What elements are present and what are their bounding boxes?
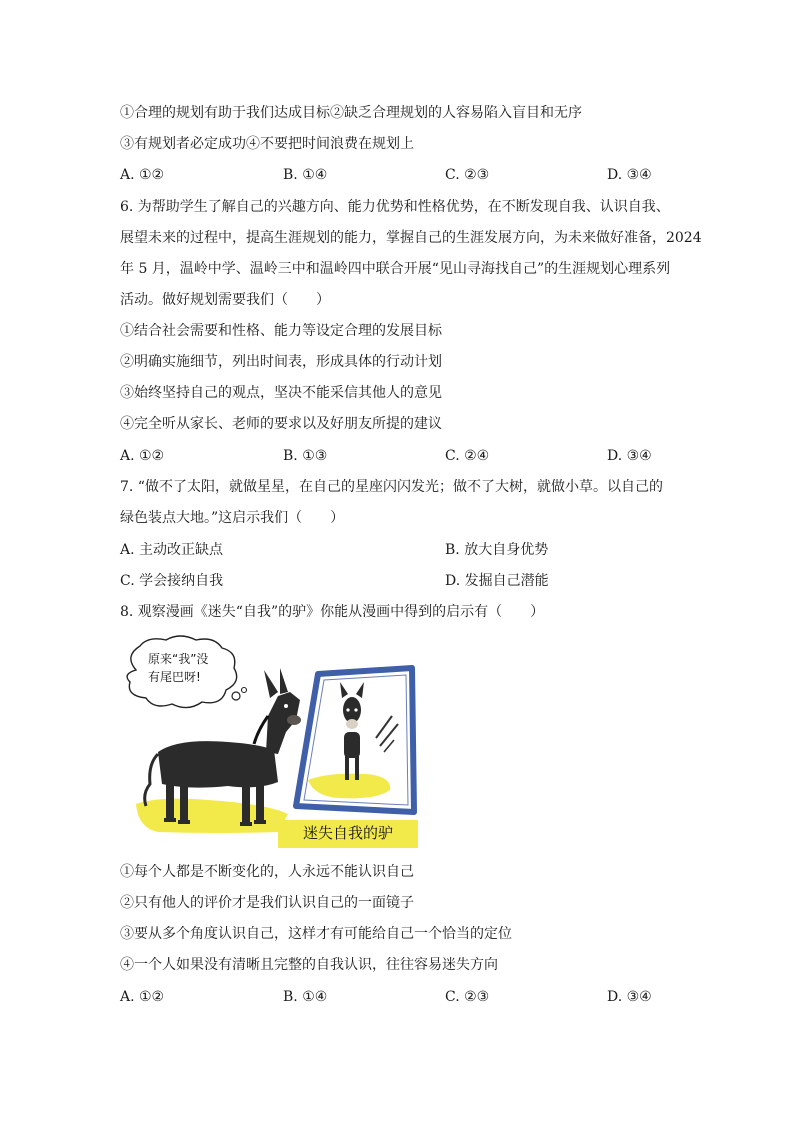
q8-statement-4: ④一个人如果没有清晰且完整的自我认识，往往容易迷失方向 xyxy=(120,957,498,973)
q5-option-c: C. ②③ xyxy=(445,167,490,183)
q6-statement-4: ④完全听从家长、老师的要求以及好朋友所提的建议 xyxy=(120,416,442,432)
q7-option-b: B. 放大自身优势 xyxy=(445,542,549,558)
q6-stem-line-1: 6. 为帮助学生了解自己的兴趣方向、能力优势和性格优势，在不断发现自我、认识自我、 xyxy=(120,199,670,215)
q5-statement-line-2: ③有规划者必定成功④不要把时间浪费在规划上 xyxy=(120,136,414,152)
q6-option-b: B. ①③ xyxy=(283,448,328,464)
q8-option-c: C. ②③ xyxy=(445,989,490,1005)
q8-option-d: D. ③④ xyxy=(607,989,652,1005)
q5-option-d: D. ③④ xyxy=(607,167,652,183)
q5-option-b: B. ①④ xyxy=(283,167,328,183)
q6-statement-2: ②明确实施细节，列出时间表，形成具体的行动计划 xyxy=(120,354,442,370)
q6-stem-line-2: 展望未来的过程中，提高生涯规划的能力，掌握自己的生涯发展方向，为未来做好准备，2024 xyxy=(120,230,702,246)
bubble-dot-small xyxy=(242,688,247,693)
q6-stem-line-3: 年 5 月，温岭中学、温岭三中和温岭四中联合开展“见山寻海找自己”的生涯规划心理系列 xyxy=(120,261,671,277)
q8-statement-1: ①每个人都是不断变化的，人永远不能认识自己 xyxy=(120,864,414,880)
q7-stem-line-2: 绿色装点大地。”这启示我们（ ） xyxy=(120,510,345,526)
q7-option-c: C. 学会接纳自我 xyxy=(120,573,224,589)
q7-option-d: D. 发掘自己潜能 xyxy=(445,573,549,589)
q7-stem-line-1: 7. “做不了太阳，就做星星，在自己的星座闪闪发光；做不了大树，就做小草。以自己的 xyxy=(120,479,663,495)
q5-option-a: A. ①② xyxy=(120,167,165,183)
q8-option-b: B. ①④ xyxy=(283,989,328,1005)
cartoon-caption: 迷失自我的驴 xyxy=(302,824,393,842)
q6-option-c: C. ②④ xyxy=(445,448,490,464)
q6-statement-3: ③始终坚持自己的观点，坚决不能采信其他人的意见 xyxy=(120,385,442,401)
q6-option-a: A. ①② xyxy=(120,448,165,464)
q8-option-a: A. ①② xyxy=(120,989,165,1005)
q8-stem: 8. 观察漫画《迷失“自我”的驴》你能从漫画中得到的启示有（ ） xyxy=(120,604,545,620)
q8-statement-2: ②只有他人的评价才是我们认识自己的一面镜子 xyxy=(120,895,414,911)
speech-bubble-text: 原来“我”没 有尾巴呀! xyxy=(148,652,209,684)
q5-statement-line-1: ①合理的规划有助于我们达成目标②缺乏合理规划的人容易陷入盲目和无序 xyxy=(120,105,582,121)
bubble-dot-large xyxy=(232,692,240,700)
ground-patch xyxy=(136,799,288,833)
q8-statement-3: ③要从多个角度认识自己，这样才有可能给自己一个恰当的定位 xyxy=(120,926,512,942)
q6-stem-line-4: 活动。做好规划需要我们（ ） xyxy=(120,292,330,308)
q7-option-a: A. 主动改正缺点 xyxy=(120,542,224,558)
q6-option-d: D. ③④ xyxy=(607,448,652,464)
q6-statement-1: ①结合社会需要和性格、能力等设定合理的发展目标 xyxy=(120,323,442,339)
